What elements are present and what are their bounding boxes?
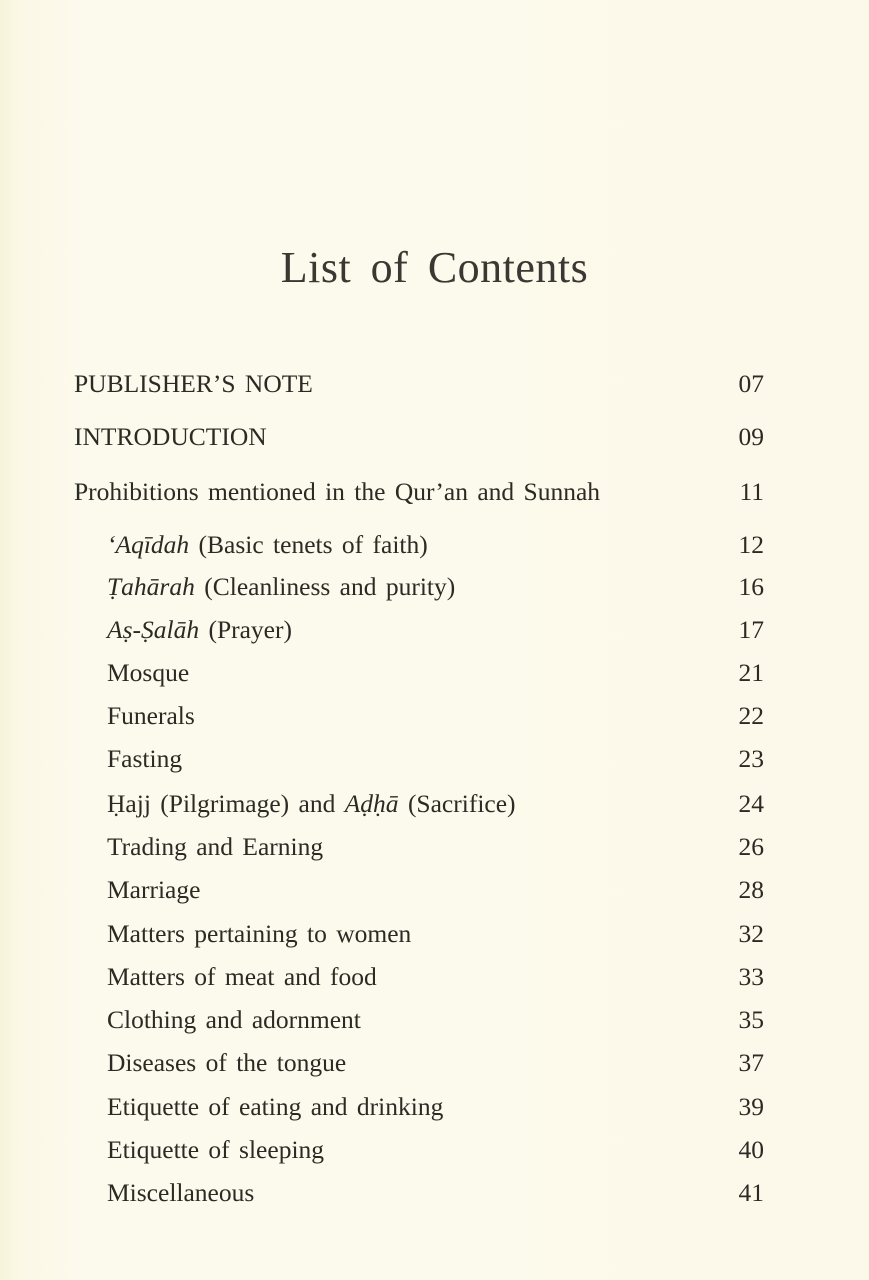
toc-entry-fasting <box>0 739 869 779</box>
toc-entry-label: Miscellaneous <box>107 1178 255 1207</box>
toc-entry-page: 09 <box>738 422 764 451</box>
toc-entry-clothing <box>0 1000 869 1040</box>
toc-entry-taharah <box>0 567 869 607</box>
toc-entry-page: 33 <box>738 962 764 991</box>
toc-entry-women <box>0 914 869 954</box>
toc-entry-page: 17 <box>738 615 764 644</box>
toc-entry-page: 28 <box>738 875 764 904</box>
toc-entry-sleeping <box>0 1130 869 1170</box>
toc-entry-label: Matters pertaining to women <box>107 919 412 948</box>
toc-entry-label-italic: ‘Aqīdah <box>107 530 190 559</box>
toc-entry-label: Diseases of the tongue <box>107 1048 347 1077</box>
page-title: List of Contents <box>280 243 589 292</box>
toc-entry-label-italic: Aṣ-Ṣalāh <box>107 615 200 644</box>
toc-entry-page: 24 <box>738 789 764 818</box>
toc-entry-hajj <box>0 784 869 824</box>
toc-entry-label <box>107 610 292 650</box>
toc-entry-introduction <box>0 417 869 457</box>
toc-entry-label: Clothing and adornment <box>107 1005 361 1034</box>
toc-entry-page: 41 <box>738 1178 764 1207</box>
toc-entry-funerals <box>0 696 869 736</box>
toc-entry-label: Matters of meat and food <box>107 962 377 991</box>
toc-entry-label-rest: (Cleanliness and purity) <box>194 572 456 601</box>
toc-entry-tongue <box>0 1043 869 1083</box>
toc-entry-label: INTRODUCTION <box>74 422 267 451</box>
toc-entry-label: Etiquette of sleeping <box>107 1135 325 1164</box>
toc-entry-publishers-note <box>0 364 869 404</box>
toc-entry-page: 40 <box>738 1135 764 1164</box>
toc-entry-label: Prohibitions mentioned in the Qur’an and Sunnah <box>74 477 601 506</box>
toc-entry-page: 37 <box>738 1048 764 1077</box>
toc-entry-label-tail: (Sacrifice) <box>398 789 516 818</box>
toc-entry-page: 12 <box>738 530 764 559</box>
toc-entry-trading <box>0 827 869 867</box>
toc-entry-label: Funerals <box>107 701 195 730</box>
toc-entry-page: 35 <box>738 1005 764 1034</box>
toc-entry-label-start: Ḥajj (Pilgrimage) and <box>107 789 345 818</box>
toc-entry-page: 39 <box>738 1092 764 1121</box>
toc-entry-page: 23 <box>738 744 764 773</box>
toc-entry-label-italic: Ṭahārah <box>107 572 195 601</box>
toc-entry-label: Trading and Earning <box>107 832 324 861</box>
toc-entry-page: 26 <box>738 832 764 861</box>
toc-entry-label-italic: Aḍḥā <box>344 789 399 818</box>
toc-entry-aqidah <box>0 525 869 565</box>
toc-entry-label: PUBLISHER’S NOTE <box>74 369 313 398</box>
toc-entry-as-salah <box>0 610 869 650</box>
toc-entry-eating-drinking <box>0 1087 869 1127</box>
toc-entry-label <box>107 784 516 824</box>
toc-entry-label <box>107 525 428 565</box>
toc-entry-page: 22 <box>738 701 764 730</box>
toc-entry-label: Fasting <box>107 744 183 773</box>
toc-entry-page: 07 <box>738 369 764 398</box>
toc-entry-page: 11 <box>739 477 764 506</box>
toc-entry-marriage <box>0 870 869 910</box>
toc-entry-label: Mosque <box>107 658 190 687</box>
toc-entry-miscellaneous <box>0 1173 869 1213</box>
toc-entry-meat-food <box>0 957 869 997</box>
toc-entry-page: 21 <box>738 658 764 687</box>
toc-entry-label: Etiquette of eating and drinking <box>107 1092 444 1121</box>
toc-entry-page: 16 <box>738 572 764 601</box>
toc-entry-prohibitions <box>0 472 869 512</box>
toc-entry-label <box>107 567 455 607</box>
toc-entry-label: Marriage <box>107 875 201 904</box>
toc-entry-label-rest: (Prayer) <box>199 615 292 644</box>
toc-entry-label-rest: (Basic tenets of faith) <box>189 530 428 559</box>
toc-entry-mosque <box>0 653 869 693</box>
toc-entry-page: 32 <box>738 919 764 948</box>
